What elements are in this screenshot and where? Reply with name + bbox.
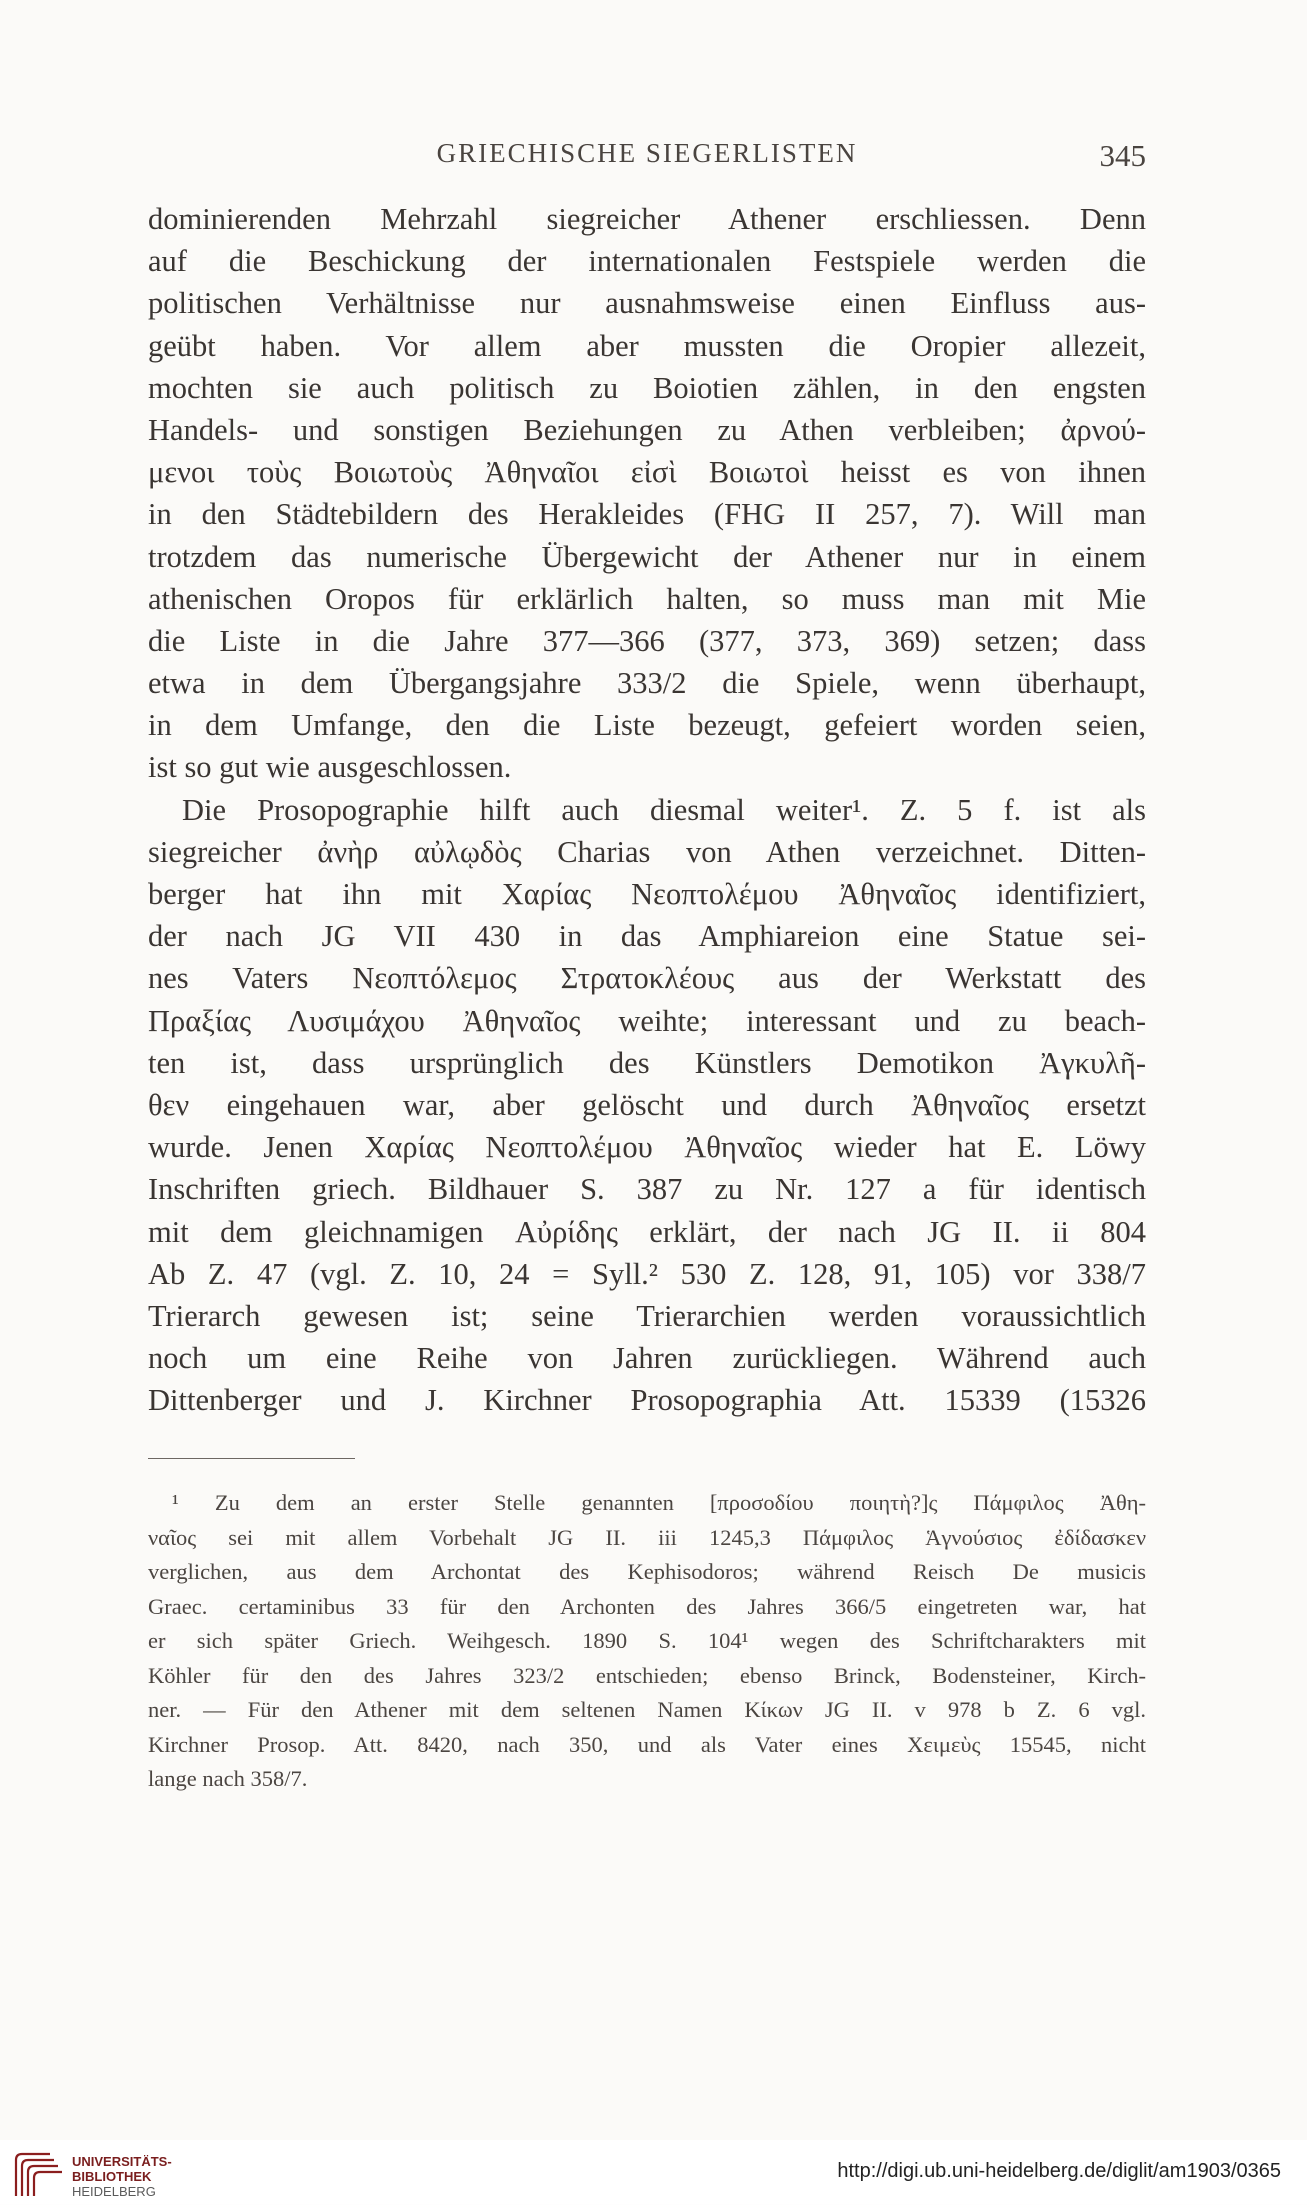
body-text <box>148 198 1146 1421</box>
library-name <box>72 2154 172 2199</box>
footnote-line: ναῖος sei mit allem Vorbehalt JG II. iii 1245,3 Πάμφιλος Ἁγνούσιος ἐδίδασκεν <box>148 1524 1146 1550</box>
body-line: geübt haben. Vor allem aber mussten die Oropier allezeit, <box>148 328 1146 363</box>
page-number: 345 <box>1099 138 1146 173</box>
body-line: etwa in dem Übergangsjahre 333/2 die Spiele, wenn überhaupt, <box>148 666 1146 701</box>
library-name-line2: BIBLIOTHEK <box>72 2169 152 2184</box>
body-line: mochten sie auch politisch zu Boiotien zählen, in den engsten <box>148 370 1146 405</box>
body-line: Ab Z. 47 (vgl. Z. 10, 24 = Syll.² 530 Z. 128, 91, 105) vor 338/7 <box>148 1256 1146 1291</box>
body-line: Trierarch gewesen ist; seine Trierarchien werden voraussichtlich <box>148 1298 1146 1333</box>
body-line: Handels- und sonstigen Beziehungen zu Athen verbleiben; ἀρνού- <box>148 412 1146 447</box>
library-name-line1: UNIVERSITÄTS- <box>72 2154 172 2169</box>
body-line: politischen Verhältnisse nur ausnahmsweise einen Einfluss aus- <box>148 286 1146 321</box>
body-line: ten ist, dass ursprünglich des Künstlers Demotikon Ἀγκυλῆ- <box>148 1045 1146 1080</box>
footnote-separator <box>148 1458 355 1459</box>
footnote-line: Kirchner Prosop. Att. 8420, nach 350, und als Vater eines Χειμεὺς 15545, nicht <box>148 1731 1146 1757</box>
running-head <box>148 138 1146 178</box>
body-line: die Liste in die Jahre 377—366 (377, 373, 369) setzen; dass <box>148 623 1146 658</box>
footnotes <box>148 1486 1146 1797</box>
body-line: dominierenden Mehrzahl siegreicher Athener erschliessen. Denn <box>148 202 1146 236</box>
footnote-line: Köhler für den des Jahres 323/2 entschieden; ebenso Brinck, Bodensteiner, Kirch- <box>148 1662 1146 1688</box>
library-logo-icon <box>10 2150 66 2200</box>
body-line: μενοι τοὺς Βοιωτοὺς Ἀθηναῖοι εἰσὶ Βοιωτοὶ heisst es von ihnen <box>148 455 1146 490</box>
footnote-line: Graec. certaminibus 33 für den Archonten des Jahres 366/5 eingetreten war, hat <box>148 1593 1146 1619</box>
body-line: θεν eingehauen war, aber gelöscht und durch Ἀθηναῖος ersetzt <box>148 1087 1146 1122</box>
footnote-line: verglichen, aus dem Archontat des Kephisodoros; während Reisch De musicis <box>148 1559 1146 1584</box>
body-line: Πραξίας Λυσιμάχου Ἀθηναῖος weihte; interessant und zu beach- <box>148 1003 1146 1038</box>
body-line: trotzdem das numerische Übergewicht der Athener nur in einem <box>148 539 1146 574</box>
viewer-footer <box>0 2140 1307 2204</box>
body-line: in dem Umfange, den die Liste bezeugt, gefeiert worden seien, <box>148 708 1146 743</box>
library-name-line3: HEIDELBERG <box>72 2184 156 2199</box>
body-line: nes Vaters Νεοπτόλεμος Στρατοκλέους aus der Werkstatt des <box>148 961 1146 996</box>
body-line: in den Städtebildern des Herakleides (FHG II 257, 7). Will man <box>148 497 1146 532</box>
body-line: athenischen Oropos für erklärlich halten, so muss man mit Mie <box>148 581 1146 616</box>
body-line: Inschriften griech. Bildhauer S. 387 zu Nr. 127 a für identisch <box>148 1172 1146 1207</box>
footnote-line: ¹ Zu dem an erster Stelle genannten [προσοδίου ποιητὴ?]ς Πάμφιλος Ἀθη- <box>172 1490 1146 1515</box>
footnote-line: er sich später Griech. Weihgesch. 1890 S. 104¹ wegen des Schriftcharakters mit <box>148 1628 1146 1653</box>
footnote-line: lange nach 358/7. <box>148 1766 308 1791</box>
body-line: mit dem gleichnamigen Αὐρίδης erklärt, der nach JG II. ii 804 <box>148 1214 1146 1249</box>
body-line: ist so gut wie ausgeschlossen. <box>148 750 512 785</box>
body-line: der nach JG VII 430 in das Amphiareion eine Statue sei- <box>148 919 1146 954</box>
body-line: wurde. Jenen Χαρίας Νεοπτολέμου Ἀθηναῖος wieder hat E. Löwy <box>148 1130 1146 1165</box>
body-line: Die Prosopographie hilft auch diesmal weiter¹. Z. 5 f. ist als <box>182 792 1146 827</box>
running-title: GRIECHISCHE SIEGERLISTEN <box>436 138 858 168</box>
body-line: siegreicher ἀνὴρ αὐλῳδὸς Charias von Athen verzeichnet. Ditten- <box>148 834 1146 869</box>
body-line: berger hat ihn mit Χαρίας Νεοπτολέμου Ἀθηναῖος identifiziert, <box>148 877 1146 911</box>
body-line: noch um eine Reihe von Jahren zurückliegen. Während auch <box>148 1341 1146 1376</box>
source-url[interactable]: http://digi.ub.uni-heidelberg.de/diglit/am1903/0365 <box>837 2160 1281 2182</box>
body-line: Dittenberger und J. Kirchner Prosopographia Att. 15339 (15326 <box>148 1383 1146 1418</box>
body-line: auf die Beschickung der internationalen Festspiele werden die <box>148 244 1146 279</box>
footnote-line: ner. — Für den Athener mit dem seltenen Namen Κίκων JG II. v 978 b Z. 6 vgl. <box>148 1697 1146 1722</box>
